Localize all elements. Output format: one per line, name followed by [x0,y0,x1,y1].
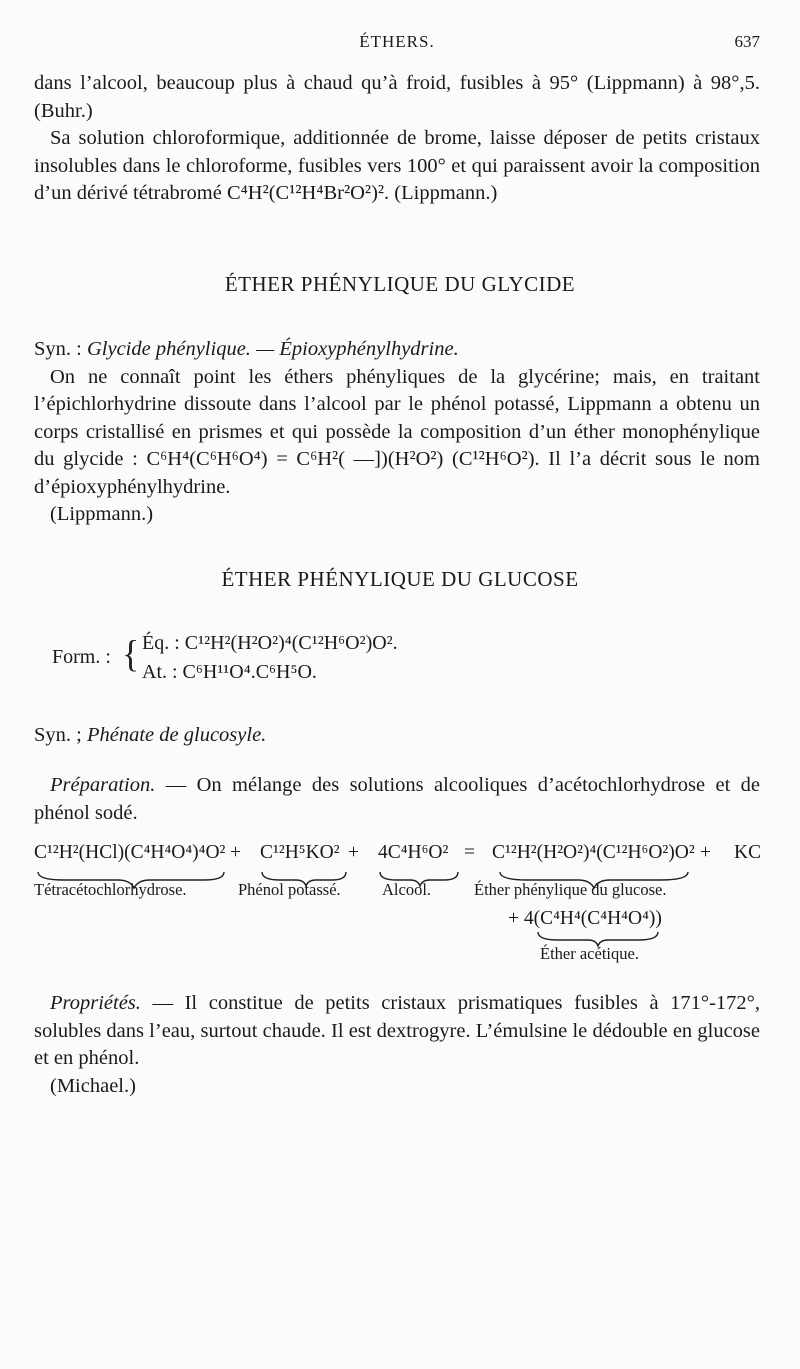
equation-operator-2: + [348,842,359,863]
caption-alcool: Alcool. [382,880,432,899]
properties-label: Propriétés. [50,992,141,1014]
equation-operator-4: + [700,842,711,863]
equation-term-1: C¹²H²(HCl)(C⁴H⁴O⁴)⁴O² [34,842,226,863]
equation-term-4: C¹²H²(H²O²)⁴(C¹²H⁶O²)O² [492,842,695,863]
caption-phenol-potasse: Phénol potassé. [238,880,341,899]
syn-prefix: Syn. : [34,338,87,360]
intro-paragraph-1: dans l’alcool, beaucoup plus à chaud qu’à froid, fusibles à 95° (Lippmann) à 98°,5. (Buhr.) [34,72,760,122]
formula-atomic: At. : C⁶H¹¹O⁴.C⁶H⁵O. [142,661,317,683]
brace-glyph: { [122,633,140,675]
formula-label: Form. : [52,646,111,668]
glycide-paragraph: On ne connaît point les éthers phényliques de la glycérine; mais, en traitant l’épichlorhydrine dissoute dans l’alcool par le phénol potassé, Lippmann a obtenu un corps cristallisé en prismes et qui possède la composition d’un éther monophénylique du glycide : C⁶H⁴(C⁶H⁶O⁴) = C⁶H²( —])(H²O²) (C¹²H⁶O²). Il l’a décrit sous le nom d’épioxyphénylhydrine. [34,365,760,498]
glycide-source: (Lippmann.) [50,503,154,525]
formula-equivalents: Éq. : C¹²H²(H²O²)⁴(C¹²H⁶O²)O². [142,632,398,654]
section-heading-glucose: ÉTHER PHÉNYLIQUE DU GLUCOSE [221,567,579,591]
equation-term-2: C¹²H⁵KO² [260,842,340,863]
intro-paragraph-2: Sa solution chloroformique, additionnée de brome, laisse déposer de petits cristaux insolubles dans le chloroforme, fusibles vers 100° et qui paraissent avoir la composition d’un dérivé tétrabromé C⁴H²(C¹²H⁴Br²O²)². (Lippmann.) [34,127,760,204]
preparation-label: Préparation. [50,774,156,796]
syn2-text: Phénate de glucosyle. [86,724,267,746]
preparation-text: — On mélange des solutions alcooliques d’acétochlorhydrose et de phénol sodé. [34,774,760,824]
caption-ether-acetique: Éther acétique. [540,944,639,963]
syn-text: Glycide phénylique. — Épioxyphénylhydrine. [86,338,459,360]
caption-tetracetochlorhydrose: Tétracétochlorhydrose. [34,880,187,899]
caption-ether-glucose: Éther phénylique du glucose. [474,880,667,899]
properties-source: (Michael.) [50,1074,136,1097]
syn2-prefix: Syn. ; [34,724,87,746]
running-head [34,32,760,56]
formula-block [52,628,652,690]
preparation-paragraph [34,772,760,827]
properties-block [34,990,760,1100]
equation-operator-3: = [464,842,475,863]
page-number: 637 [734,32,760,51]
preparation-block [34,772,760,827]
section2-syn [34,722,760,750]
equation-term-5: KC [734,842,762,863]
properties-paragraph [34,990,760,1073]
synonyms-glycide [34,336,760,364]
equation-term-3: 4C⁴H⁶O² [378,842,449,863]
section-heading-glycide: ÉTHER PHÉNYLIQUE DU GLYCIDE [224,272,576,296]
synonyms-glucose [34,722,760,750]
section1-body [34,336,760,529]
running-title: ÉTHERS. [359,32,435,51]
equation-term-6: + 4(C⁴H⁴(C⁴H⁴O⁴)) [508,908,662,929]
properties-text: — Il constitue de petits cristaux prismatiques fusibles à 171°-172°, solubles dans l’eau, surtout chaude. Il est dextrogyre. L’émulsine le dédouble en glucose et en phénol. [34,992,760,1069]
intro-block [34,70,760,208]
equation-operator-1: + [230,842,241,863]
